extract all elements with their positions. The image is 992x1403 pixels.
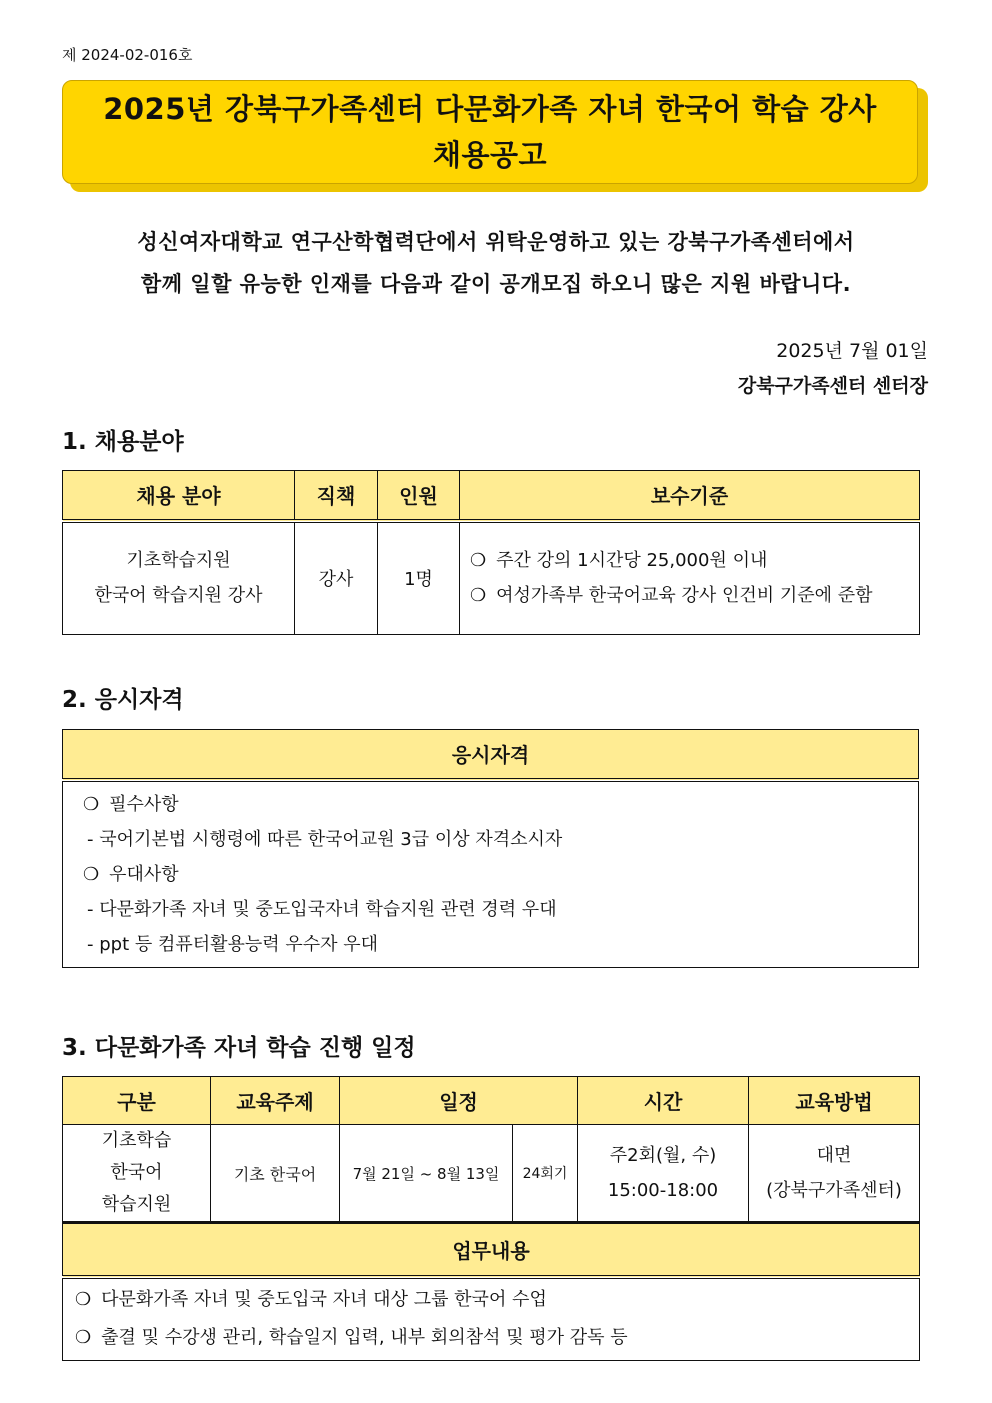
document-number: 제 2024-02-016호 xyxy=(62,46,193,64)
schedule-table xyxy=(62,1076,920,1361)
qualification-table xyxy=(62,729,919,968)
section-2-heading: 2. 응시자격 xyxy=(62,687,184,713)
period-cell: 7월 21일 ~ 8월 13일 xyxy=(340,1125,513,1223)
qualification-body xyxy=(63,780,919,968)
announcement-date: 2025년 7월 01일 xyxy=(776,340,928,362)
bullet-icon: ❍ xyxy=(470,550,487,572)
position-cell: 강사 xyxy=(295,521,378,635)
header-time: 시간 xyxy=(578,1077,749,1125)
recruitment-table xyxy=(62,470,920,635)
bullet-icon: ❍ xyxy=(75,1327,92,1349)
title-line-1: 2025년 강북구가족센터 다문화가족 자녀 한국어 학습 강사 xyxy=(103,92,877,126)
bullet-icon: ❍ xyxy=(470,585,487,607)
intro-line-2: 함께 일할 유능한 인재를 다음과 같이 공개모집 하오니 많은 지원 바랍니다. xyxy=(140,272,852,296)
category-line-3: 학습지원 xyxy=(101,1194,172,1215)
field-line-2: 한국어 학습지원 강사 xyxy=(94,585,263,607)
field-cell xyxy=(63,521,295,635)
header-count: 인원 xyxy=(378,471,460,521)
method-cell xyxy=(749,1125,920,1223)
required-item: - 국어기본법 시행령에 따른 한국어교원 3급 이상 자격소시자 xyxy=(87,828,563,850)
preferred-item-1: - 다문화가족 자녀 및 중도입국자녀 학습지원 관련 경력 우대 xyxy=(87,898,557,920)
section-3-heading: 3. 다문화가족 자녀 학습 진행 일정 xyxy=(62,1035,416,1061)
time-cell xyxy=(578,1125,749,1223)
bullet-icon: ❍ xyxy=(75,1289,92,1311)
method-line-1: 대면 xyxy=(816,1145,852,1166)
field-line-1: 기초학습지원 xyxy=(126,550,231,572)
time-line-2: 15:00-18:00 xyxy=(607,1180,719,1201)
title-box xyxy=(62,80,918,184)
preferred-title: 우대사항 xyxy=(109,863,179,885)
title-line-2: 채용공고 xyxy=(432,138,548,172)
pay-item-1: 주간 강의 1시간당 25,000원 이내 xyxy=(496,550,768,572)
method-line-2: (강북구가족센터) xyxy=(766,1180,902,1201)
pay-item-2: 여성가족부 한국어교육 강사 인건비 기준에 준함 xyxy=(496,585,873,607)
category-line-1: 기초학습 xyxy=(101,1130,172,1151)
qualification-header: 응시자격 xyxy=(63,730,919,780)
header-pay: 보수기준 xyxy=(460,471,920,521)
category-cell xyxy=(63,1125,211,1223)
category-line-2: 한국어 xyxy=(110,1162,163,1183)
duty-item-1: 다문화가족 자녀 및 중도입국 자녀 대상 그룹 한국어 수업 xyxy=(101,1289,547,1311)
topic-cell: 기초 한국어 xyxy=(211,1125,340,1223)
issuer: 강북구가족센터 센터장 xyxy=(737,375,928,397)
duty-item-2: 출결 및 수강생 관리, 학습일지 입력, 내부 회의참석 및 평가 감독 등 xyxy=(101,1327,628,1349)
header-topic: 교육주제 xyxy=(211,1077,340,1125)
header-method: 교육방법 xyxy=(749,1077,920,1125)
bullet-icon: ❍ xyxy=(83,863,100,885)
intro-line-1: 성신여자대학교 연구산학협력단에서 위탁운영하고 있는 강북구가족센터에서 xyxy=(137,230,855,254)
section-1-heading: 1. 채용분야 xyxy=(62,429,184,455)
time-line-1: 주2회(월, 수) xyxy=(609,1145,717,1166)
bullet-icon: ❍ xyxy=(83,793,100,815)
required-title: 필수사항 xyxy=(109,793,179,815)
duties-header: 업무내용 xyxy=(63,1223,920,1277)
count-cell: 1명 xyxy=(378,521,460,635)
header-schedule: 일정 xyxy=(340,1077,578,1125)
pay-cell xyxy=(460,521,920,635)
header-position: 직책 xyxy=(295,471,378,521)
header-field: 채용 분야 xyxy=(63,471,295,521)
preferred-item-2: - ppt 등 컴퓨터활용능력 우수자 우대 xyxy=(87,933,379,955)
header-category: 구분 xyxy=(63,1077,211,1125)
sessions-cell: 24회기 xyxy=(513,1125,578,1223)
duties-body xyxy=(63,1277,920,1361)
